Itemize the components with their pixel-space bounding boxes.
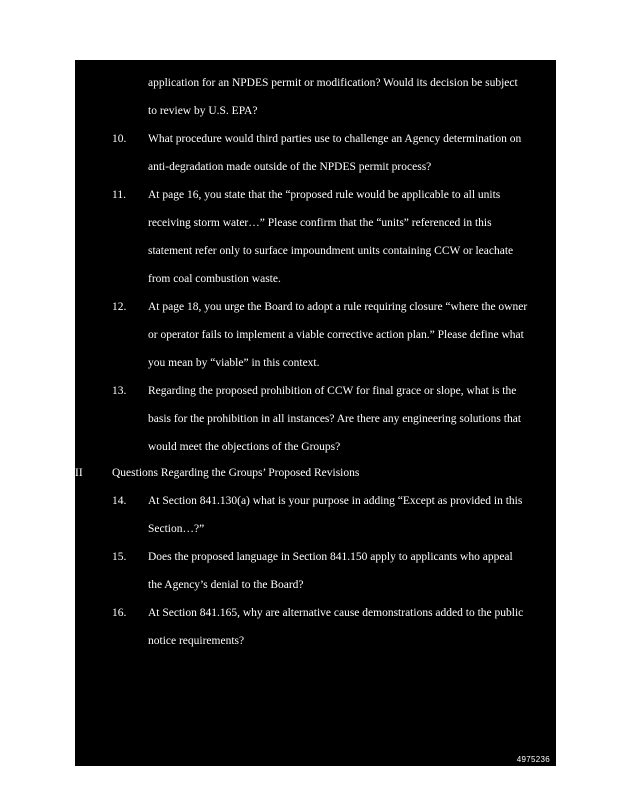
question-line: would meet the objections of the Groups? <box>148 441 341 453</box>
question-line: notice requirements? <box>148 635 245 647</box>
question-line: statement refer only to surface impoundment units containing CCW or leachate <box>148 245 514 257</box>
question-line: At Section 841.165, why are alternative cause demonstrations added to the public <box>148 607 524 619</box>
item-number: 11. <box>112 189 126 201</box>
question-line: At page 18, you urge the Board to adopt a rule requiring closure “where the owner <box>148 301 528 313</box>
question-line: basis for the prohibition in all instances? Are there any engineering solutions that <box>148 413 522 425</box>
item-number: 16. <box>112 607 127 619</box>
question-line: At Section 841.130(a) what is your purpose in adding “Except as provided in this <box>148 495 523 507</box>
question-line: from coal combustion waste. <box>148 273 281 285</box>
section-numeral: II <box>75 467 83 479</box>
question-line: the Agency’s denial to the Board? <box>148 579 304 591</box>
item-number: 10. <box>112 133 127 145</box>
bates-number: 4975236 <box>516 755 550 764</box>
continuation-line: to review by U.S. EPA? <box>148 105 258 117</box>
question-line: receiving storm water…” Please confirm that the “units” referenced in this <box>148 217 492 229</box>
question-line: anti-degradation made outside of the NPDES permit process? <box>148 161 432 173</box>
section-heading: Questions Regarding the Groups’ Proposed Revisions <box>112 467 360 479</box>
question-line: you mean by “viable” in this context. <box>148 357 320 369</box>
question-line: Section…?” <box>148 523 205 535</box>
question-line: or operator fails to implement a viable corrective action plan.” Please define what <box>148 329 524 341</box>
item-number: 14. <box>112 495 127 507</box>
item-number: 12. <box>112 301 127 313</box>
document-page <box>75 60 556 766</box>
question-line: Does the proposed language in Section 841.150 apply to applicants who appeal <box>148 551 513 563</box>
item-number: 13. <box>112 385 127 397</box>
question-line: Regarding the proposed prohibition of CCW for final grace or slope, what is the <box>148 385 517 397</box>
question-line: What procedure would third parties use to challenge an Agency determination on <box>148 133 522 145</box>
question-line: At page 16, you state that the “proposed rule would be applicable to all units <box>148 189 501 201</box>
continuation-line: application for an NPDES permit or modification? Would its decision be subject <box>148 77 518 89</box>
item-number: 15. <box>112 551 127 563</box>
